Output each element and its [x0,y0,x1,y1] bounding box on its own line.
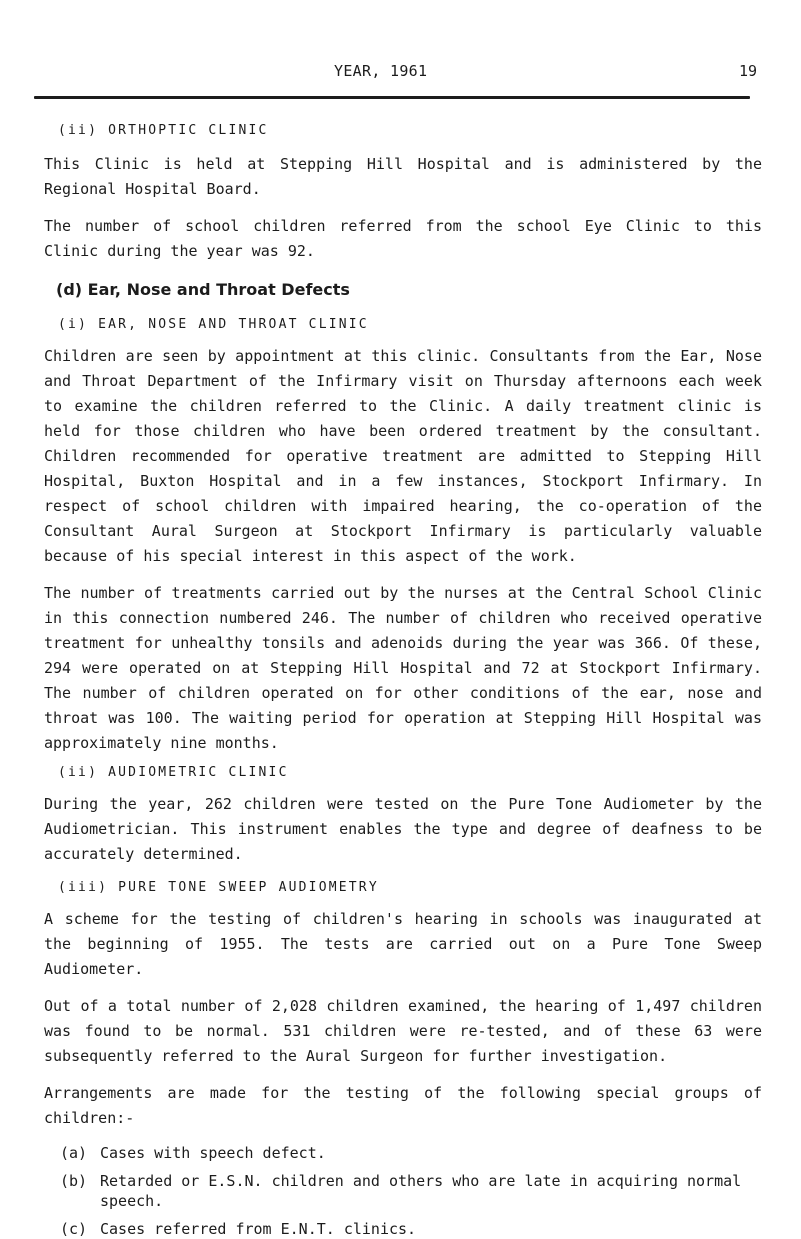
list-text: Cases with speech defect. [100,1144,326,1162]
list-marker: (b) [60,1172,88,1190]
list-item [60,1219,762,1239]
audiometric-paragraph: During the year, 262 children were tested on the Pure Tone Audiometer by the Audiometrician. This instrument enables the type and degree of deafness to be accurately determined. [44,795,762,863]
header-title: YEAR, 1961 [334,62,428,80]
list-marker: (c) [60,1220,88,1238]
header-rule [34,96,750,99]
orthoptic-clinic-heading: (ii) ORTHOPTIC CLINIC [58,123,269,138]
ent-paragraph: Children are seen by appointment at this clinic. Consultants from the Ear, Nose and Throat Department of the Infirmary visit on Thursday afternoons each week to examine the children referred to the Clinic. A daily treatment clinic is held for those children who have been ordered treatment by the consultant. Children recommended for operative treatment are admitted to Stepping Hill Hospital, Buxton Hospital and in a few instances, Stockport Infirmary. In respect of school children with impaired hearing, the co-operation of the Consultant Aural Surgeon at Stockport Infirmary is particularly valuable because of his special interest in this aspect of the work. [44,347,762,565]
orthoptic-paragraph: This Clinic is held at Stepping Hill Hospital and is administered by the Regional Hospital Board. [44,155,762,198]
sweep-paragraph: Arrangements are made for the testing of the following special groups of children:- [44,1084,762,1127]
ent-paragraph: The number of treatments carried out by the nurses at the Central School Clinic in this connection numbered 246. The number of children who received operative treatment for unhealthy tonsils and adenoids during the year was 366. Of these, 294 were operated on at Stepping Hill Hospital and 72 at Stockport Infirmary. The number of children operated on for other conditions of the ear, nose and throat was 100. The waiting period for operation at Stepping Hill Hospital was approximately nine months. [44,584,762,752]
ent-clinic-heading: (i) EAR, NOSE AND THROAT CLINIC [58,317,369,332]
list-item [60,1143,762,1163]
sweep-paragraph: A scheme for the testing of children's hearing in schools was inaugurated at the beginning of 1955. The tests are carried out on a Pure Tone Sweep Audiometer. [44,910,762,978]
running-header [0,62,801,84]
list-text: Retarded or E.S.N. children and others who are late in acquiring normal speech. [100,1172,742,1210]
audiometric-clinic-heading: (ii) AUDIOMETRIC CLINIC [58,765,289,780]
page-number: 19 [738,62,757,80]
special-groups-list [44,1143,762,1239]
list-text: Cases referred from E.N.T. clinics. [100,1220,417,1238]
sweep-paragraph: Out of a total number of 2,028 children examined, the hearing of 1,497 children was found to be normal. 531 children were re-tested, and of these 63 were subsequently referred to the Aural Surgeon for further investigation. [44,997,762,1065]
sweep-audiometry-heading: (iii) PURE TONE SWEEP AUDIOMETRY [58,880,379,895]
orthoptic-paragraph: The number of school children referred from the school Eye Clinic to this Clinic during the year was 92. [44,217,762,260]
page-content [44,120,762,1239]
list-item [60,1171,762,1211]
ent-defects-heading: (d) Ear, Nose and Throat Defects [56,280,350,299]
list-marker: (a) [60,1144,88,1162]
